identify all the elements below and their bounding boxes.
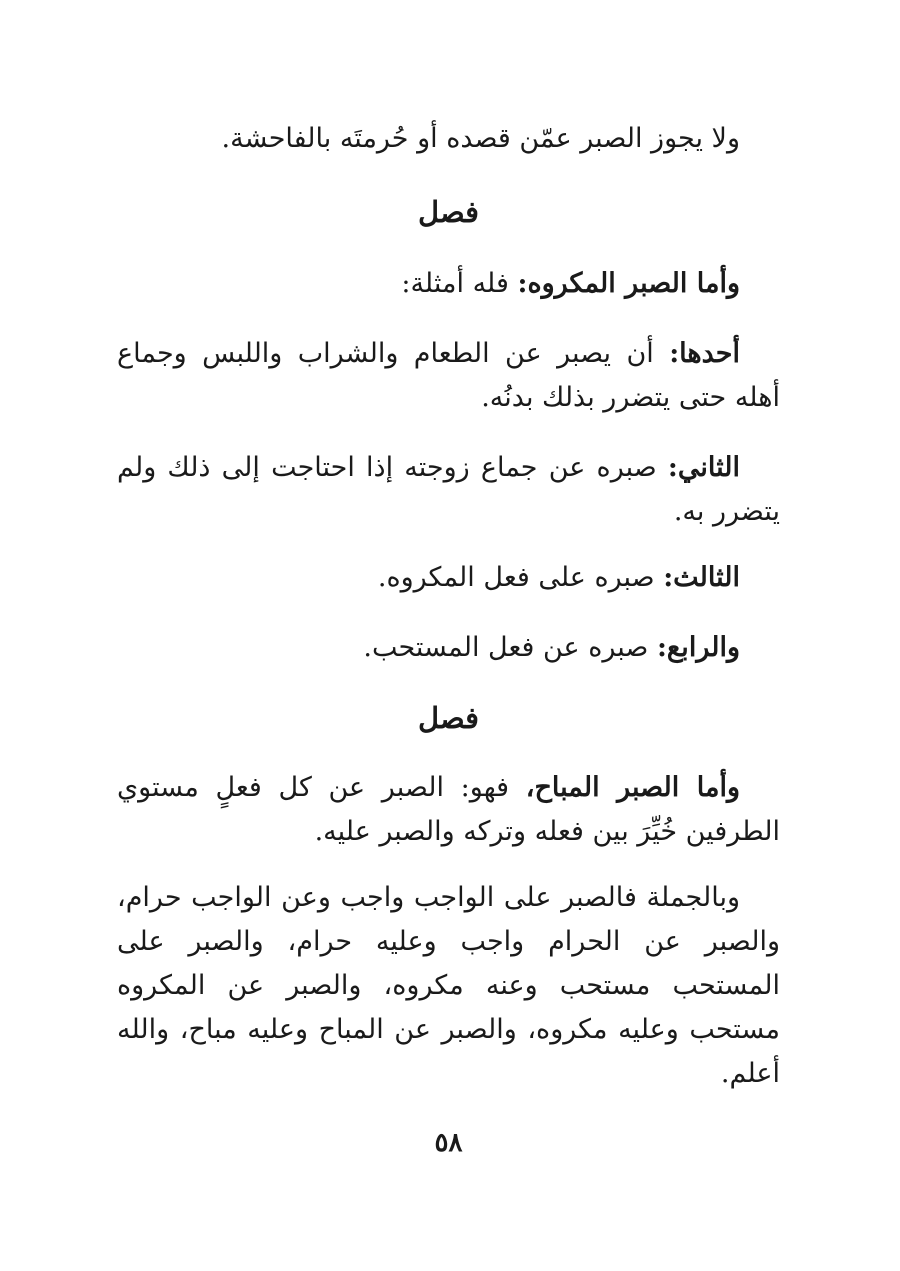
paragraph-text: وبالجملة فالصبر على الواجب واجب وعن الواجب حرام، والصبر عن الحرام واجب وعليه حرام، والصبر على المستحب مستحب وعنه مكروه، والصبر عن المكروه مستحب وعليه مكروه، والصبر عن المباح وعليه مباح، والله أعلم. (117, 882, 780, 1089)
paragraph-permissible-patience (117, 766, 780, 854)
paragraph-text: فله أمثلة: (401, 268, 509, 299)
paragraph-lead: الثاني: (667, 452, 740, 483)
paragraph-text: صبره عن فعل المستحب. (363, 632, 649, 663)
paragraph-example-third (117, 556, 780, 600)
section-heading: فصل (418, 701, 479, 735)
paragraph-text: ولا يجوز الصبر عمّن قصده أو حُرمتَه بالفاحشة. (221, 123, 740, 154)
paragraph-lead: الثالث: (663, 562, 740, 593)
paragraph-text: صبره عن جماع زوجته إذا احتاجت إلى ذلك ولم يتضرر به. (117, 452, 780, 527)
paragraph-example-first (117, 332, 780, 420)
paragraph-text: أن يصبر عن الطعام والشراب واللبس وجماع أهله حتى يتضرر بذلك بدنُه. (117, 338, 780, 413)
paragraph-lead: أحدها: (669, 338, 740, 369)
section-heading: فصل (418, 195, 479, 229)
paragraph-example-fourth (117, 626, 780, 670)
paragraph-prohibited-patience (117, 117, 780, 161)
paragraph-example-second (117, 446, 780, 534)
paragraph-text: فهو: الصبر عن كل فعلٍ مستوي الطرفين خُيِّرَ بين فعله وتركه والصبر عليه. (117, 772, 780, 847)
page-number: ٥٨ (434, 1128, 463, 1158)
paragraph-summary (117, 876, 780, 1096)
paragraph-lead: والرابع: (656, 632, 740, 663)
paragraph-disliked-patience (117, 262, 780, 306)
book-page (117, 0, 780, 1271)
paragraph-lead: وأما الصبر المباح، (525, 772, 740, 803)
paragraph-lead: وأما الصبر المكروه: (517, 268, 740, 299)
paragraph-text: صبره على فعل المكروه. (377, 562, 655, 593)
